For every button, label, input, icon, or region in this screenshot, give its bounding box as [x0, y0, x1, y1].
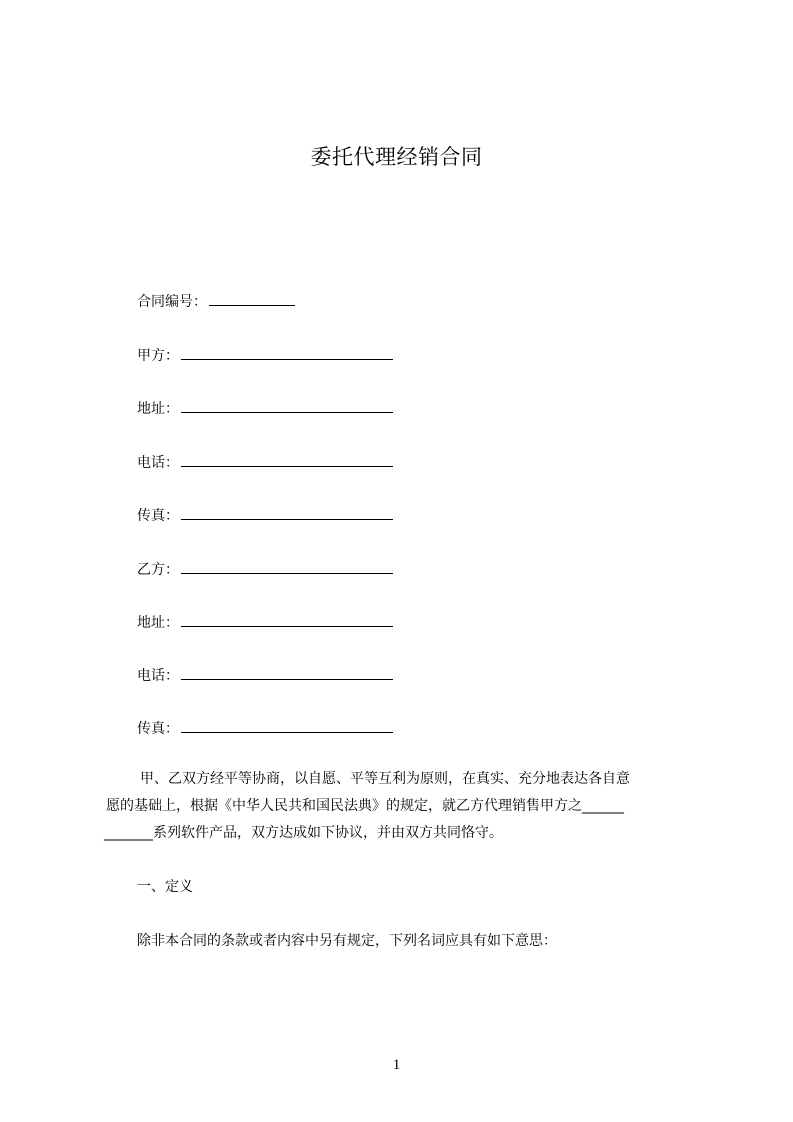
party-b-fax-blank	[181, 718, 393, 733]
party-b-blank	[181, 559, 393, 574]
intro-line: 甲、乙双方经平等协商，以自愿、平等互利为原则，在真实、充分地表达各自意	[140, 771, 630, 787]
party-a-address-blank	[181, 398, 393, 413]
party-a-address-label: 地址：	[137, 401, 179, 417]
party-a-fax-field	[137, 505, 393, 526]
definition-intro: 除非本合同的条款或者内容中另有规定，下列名词应具有如下意思：	[137, 933, 557, 949]
party-a-label: 甲方：	[137, 348, 179, 364]
party-b-field	[137, 559, 393, 580]
party-b-phone-label: 电话：	[137, 668, 179, 684]
party-a-fax-blank	[181, 505, 393, 520]
party-b-address-field	[137, 612, 393, 633]
intro-paragraph	[104, 766, 704, 847]
intro-line: _______系列软件产品，双方达成如下协议，并由双方共同恪守。	[104, 825, 503, 841]
party-a-phone-blank	[181, 452, 393, 467]
intro-line: 愿的基础上，根据《中华人民共和国民法典》的规定，就乙方代理销售甲方之______	[106, 798, 624, 814]
party-a-blank	[181, 345, 393, 360]
party-b-fax-label: 传真：	[137, 721, 179, 737]
party-a-phone-label: 电话：	[137, 455, 179, 471]
party-a-address-field	[137, 398, 393, 419]
contract-number-label: 合同编号：	[137, 294, 207, 310]
party-b-phone-field	[137, 665, 393, 686]
party-b-address-blank	[181, 612, 393, 627]
party-b-phone-blank	[181, 665, 393, 680]
party-a-field	[137, 345, 393, 366]
party-b-label: 乙方：	[137, 562, 179, 578]
party-b-address-label: 地址：	[137, 615, 179, 631]
party-a-phone-field	[137, 452, 393, 473]
contract-number-field	[137, 291, 295, 312]
contract-number-blank	[209, 291, 295, 306]
document-title: 委托代理经销合同	[310, 145, 483, 169]
section-heading: 一、定义	[137, 879, 193, 895]
party-b-fax-field	[137, 718, 393, 739]
party-a-fax-label: 传真：	[137, 508, 179, 524]
page-number: 1	[392, 1057, 401, 1073]
